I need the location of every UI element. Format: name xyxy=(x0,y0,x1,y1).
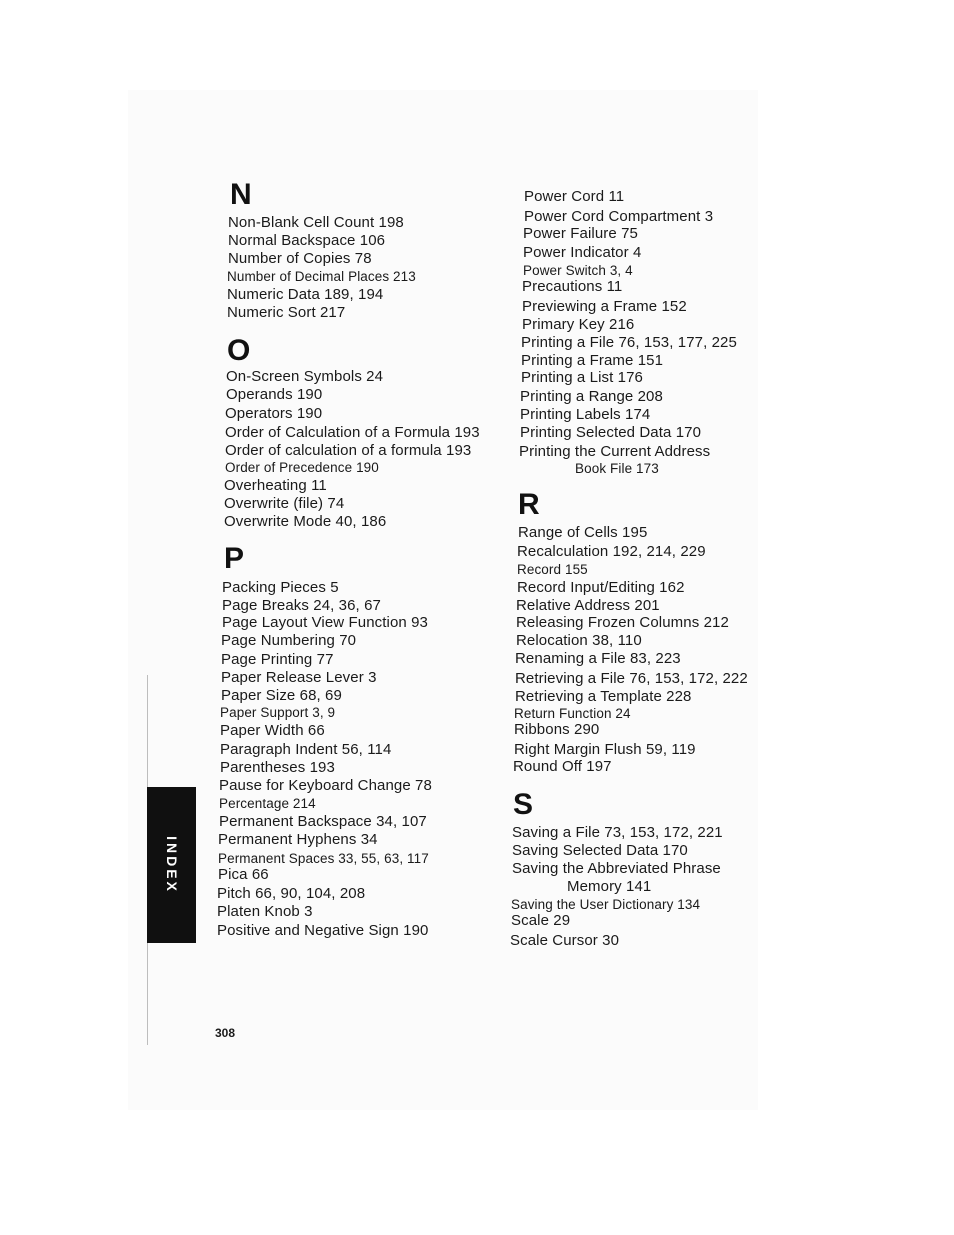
index-entry: Pitch 66, 90, 104, 208 xyxy=(217,885,366,902)
index-entry: Number of Copies 78 xyxy=(228,250,372,267)
section-letter-s: S xyxy=(513,788,534,821)
index-entry: Paragraph Indent 56, 114 xyxy=(220,741,392,758)
index-entry: Scale 29 xyxy=(511,912,571,929)
index-entry: Renaming a File 83, 223 xyxy=(515,650,681,667)
index-entry: Saving a File 73, 153, 172, 221 xyxy=(512,824,723,841)
index-entry: Power Cord 11 xyxy=(524,188,625,205)
index-entry: Relative Address 201 xyxy=(516,597,660,614)
index-entry: Retrieving a Template 228 xyxy=(515,688,692,705)
index-entry: Record 155 xyxy=(517,562,588,577)
index-entry: Printing a Frame 151 xyxy=(521,352,664,369)
section-letter-r: R xyxy=(518,488,540,521)
index-entry: Printing a Range 208 xyxy=(520,388,663,405)
index-entry: Saving the User Dictionary 134 xyxy=(511,897,701,912)
index-entry: Power Failure 75 xyxy=(523,225,638,242)
index-entry: Packing Pieces 5 xyxy=(222,579,339,596)
index-entry: Order of Calculation of a Formula 193 xyxy=(225,424,480,441)
index-entry: Return Function 24 xyxy=(514,706,631,721)
index-entry: Saving the Abbreviated Phrase xyxy=(512,860,721,877)
index-entry: Printing a File 76, 153, 177, 225 xyxy=(521,334,737,351)
index-thumb-tab xyxy=(147,787,196,943)
index-entry: Printing a List 176 xyxy=(521,369,643,386)
index-entry: Permanent Spaces 33, 55, 63, 117 xyxy=(218,851,429,866)
index-entry: Overheating 11 xyxy=(224,477,327,494)
index-entry: Percentage 214 xyxy=(219,796,316,811)
index-entry: Precautions 11 xyxy=(522,278,623,295)
index-entry: Normal Backspace 106 xyxy=(228,232,386,249)
index-entry: Paper Size 68, 69 xyxy=(221,687,342,704)
index-entry: Round Off 197 xyxy=(513,758,612,775)
index-entry: Pica 66 xyxy=(218,866,269,883)
index-tab-label: INDEX xyxy=(163,836,180,894)
index-entry: Number of Decimal Places 213 xyxy=(227,269,416,284)
index-entry: Non-Blank Cell Count 198 xyxy=(228,214,404,231)
index-entry: Operands 190 xyxy=(226,386,323,403)
index-entry: Page Layout View Function 93 xyxy=(222,614,428,631)
index-entry: Printing the Current Address xyxy=(519,443,711,460)
index-entry: Paper Release Lever 3 xyxy=(221,669,377,686)
index-entry: Order of Precedence 190 xyxy=(225,460,379,475)
index-entry: Platen Knob 3 xyxy=(217,903,313,920)
index-entry: Page Numbering 70 xyxy=(221,632,357,649)
index-entry: Permanent Backspace 34, 107 xyxy=(219,813,427,830)
index-entry: Previewing a Frame 152 xyxy=(522,298,687,315)
index-entry: Paper Support 3, 9 xyxy=(220,705,336,720)
index-entry: Ribbons 290 xyxy=(514,721,600,738)
page-number: 308 xyxy=(215,1026,236,1040)
index-entry: Operators 190 xyxy=(225,405,323,422)
index-entry: Saving Selected Data 170 xyxy=(512,842,688,859)
index-entry: Power Switch 3, 4 xyxy=(523,263,633,278)
index-entry: Relocation 38, 110 xyxy=(516,632,642,649)
index-entry: Paper Width 66 xyxy=(220,722,325,739)
index-entry: Permanent Hyphens 34 xyxy=(218,831,378,848)
index-entry: Right Margin Flush 59, 119 xyxy=(514,741,696,758)
index-entry: Scale Cursor 30 xyxy=(510,932,620,949)
index-entry-continuation: Memory 141 xyxy=(567,878,652,895)
index-entry: Positive and Negative Sign 190 xyxy=(217,922,429,939)
index-entry: Parentheses 193 xyxy=(220,759,335,776)
index-entry: Pause for Keyboard Change 78 xyxy=(219,777,432,794)
index-entry: Power Cord Compartment 3 xyxy=(524,208,714,225)
index-entry: Printing Labels 174 xyxy=(520,406,651,423)
index-entry: Retrieving a File 76, 153, 172, 222 xyxy=(515,670,748,687)
index-entry: Recalculation 192, 214, 229 xyxy=(517,543,706,560)
section-letter-n: N xyxy=(230,178,252,211)
index-entry: Power Indicator 4 xyxy=(523,244,642,261)
index-entry: Numeric Data 189, 194 xyxy=(227,286,384,303)
index-entry: Range of Cells 195 xyxy=(518,524,648,541)
index-entry: Printing Selected Data 170 xyxy=(520,424,702,441)
index-entry: On-Screen Symbols 24 xyxy=(226,368,384,385)
index-entry: Page Breaks 24, 36, 67 xyxy=(222,597,381,614)
index-entry: Overwrite (file) 74 xyxy=(224,495,345,512)
index-entry: Order of calculation of a formula 193 xyxy=(225,442,472,459)
index-entry: Page Printing 77 xyxy=(221,651,334,668)
index-entry: Overwrite Mode 40, 186 xyxy=(224,513,387,530)
index-entry-continuation: Book File 173 xyxy=(575,461,659,476)
section-letter-p: P xyxy=(224,542,245,575)
index-entry: Primary Key 216 xyxy=(522,316,635,333)
section-letter-o: O xyxy=(227,334,251,367)
index-entry: Record Input/Editing 162 xyxy=(517,579,685,596)
index-entry: Releasing Frozen Columns 212 xyxy=(516,614,729,631)
index-entry: Numeric Sort 217 xyxy=(227,304,346,321)
